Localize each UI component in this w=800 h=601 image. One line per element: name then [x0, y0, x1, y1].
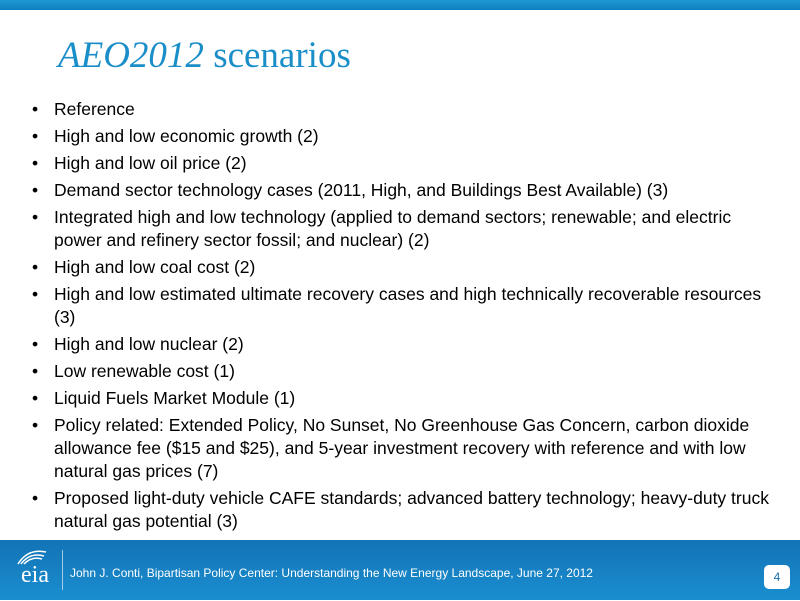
bullet-item [32, 387, 777, 410]
bullet-text: High and low estimated ultimate recovery cases and high technically recoverable resources (3) [54, 284, 762, 327]
footer-bar [0, 540, 800, 600]
bullet-item [32, 256, 777, 279]
bullet-item [32, 487, 777, 533]
bullet-dot: • [32, 257, 39, 277]
bullet-dot: • [32, 415, 39, 435]
bullet-item [32, 179, 777, 202]
bullet-text: Low renewable cost (1) [54, 361, 235, 381]
bullet-dot: • [32, 388, 39, 408]
slide-title-rest: scenarios [203, 35, 351, 76]
bullet-item [32, 206, 777, 252]
bullet-dot: • [32, 153, 39, 173]
eia-logo-text: eia [21, 562, 49, 588]
bullet-item [32, 152, 777, 175]
bullet-dot: • [32, 284, 39, 304]
bullet-text: Policy related: Extended Policy, No Sunset, No Greenhouse Gas Concern, carbon dioxide allowance fee ($15 and $25), and 5-year investment recovery with reference and with low natural gas prices (7) [54, 415, 750, 481]
bullet-dot: • [32, 180, 39, 200]
footer-caption: John J. Conti, Bipartisan Policy Center: Understanding the New Energy Landscape, June 27, 2012 [70, 566, 593, 580]
eia-logo-icon [8, 544, 58, 596]
bullet-text: Integrated high and low technology (applied to demand sectors; renewable; and electric power and refinery sector fossil; and nuclear) (2) [54, 207, 732, 250]
bullet-item [32, 98, 777, 121]
bullet-text: High and low oil price (2) [54, 153, 247, 173]
bullet-text: Demand sector technology cases (2011, High, and Buildings Best Available) (3) [54, 180, 669, 200]
slide-title-italic: AEO2012 [58, 35, 204, 76]
bullet-item [32, 360, 777, 383]
bullet-item [32, 125, 777, 148]
bullet-text: High and low economic growth (2) [54, 126, 319, 146]
bullet-list [32, 98, 777, 537]
bullet-item [32, 414, 777, 483]
bullet-text: Proposed light-duty vehicle CAFE standards; advanced battery technology; heavy-duty truck natural gas potential (3) [54, 488, 769, 531]
bullet-dot: • [32, 126, 39, 146]
top-accent-bar [0, 0, 800, 10]
bullet-dot: • [32, 361, 39, 381]
bullet-dot: • [32, 334, 39, 354]
bullet-dot: • [32, 488, 39, 508]
slide-title [58, 36, 351, 77]
bullet-text: Liquid Fuels Market Module (1) [54, 388, 296, 408]
bullet-item [32, 333, 777, 356]
bullet-dot: • [32, 99, 39, 119]
bullet-dot: • [32, 207, 39, 227]
footer-divider [62, 550, 63, 590]
page-number-badge: 4 [764, 565, 790, 589]
bullet-text: High and low nuclear (2) [54, 334, 244, 354]
bullet-text: High and low coal cost (2) [54, 257, 256, 277]
bullet-item [32, 283, 777, 329]
bullet-text: Reference [54, 99, 135, 119]
